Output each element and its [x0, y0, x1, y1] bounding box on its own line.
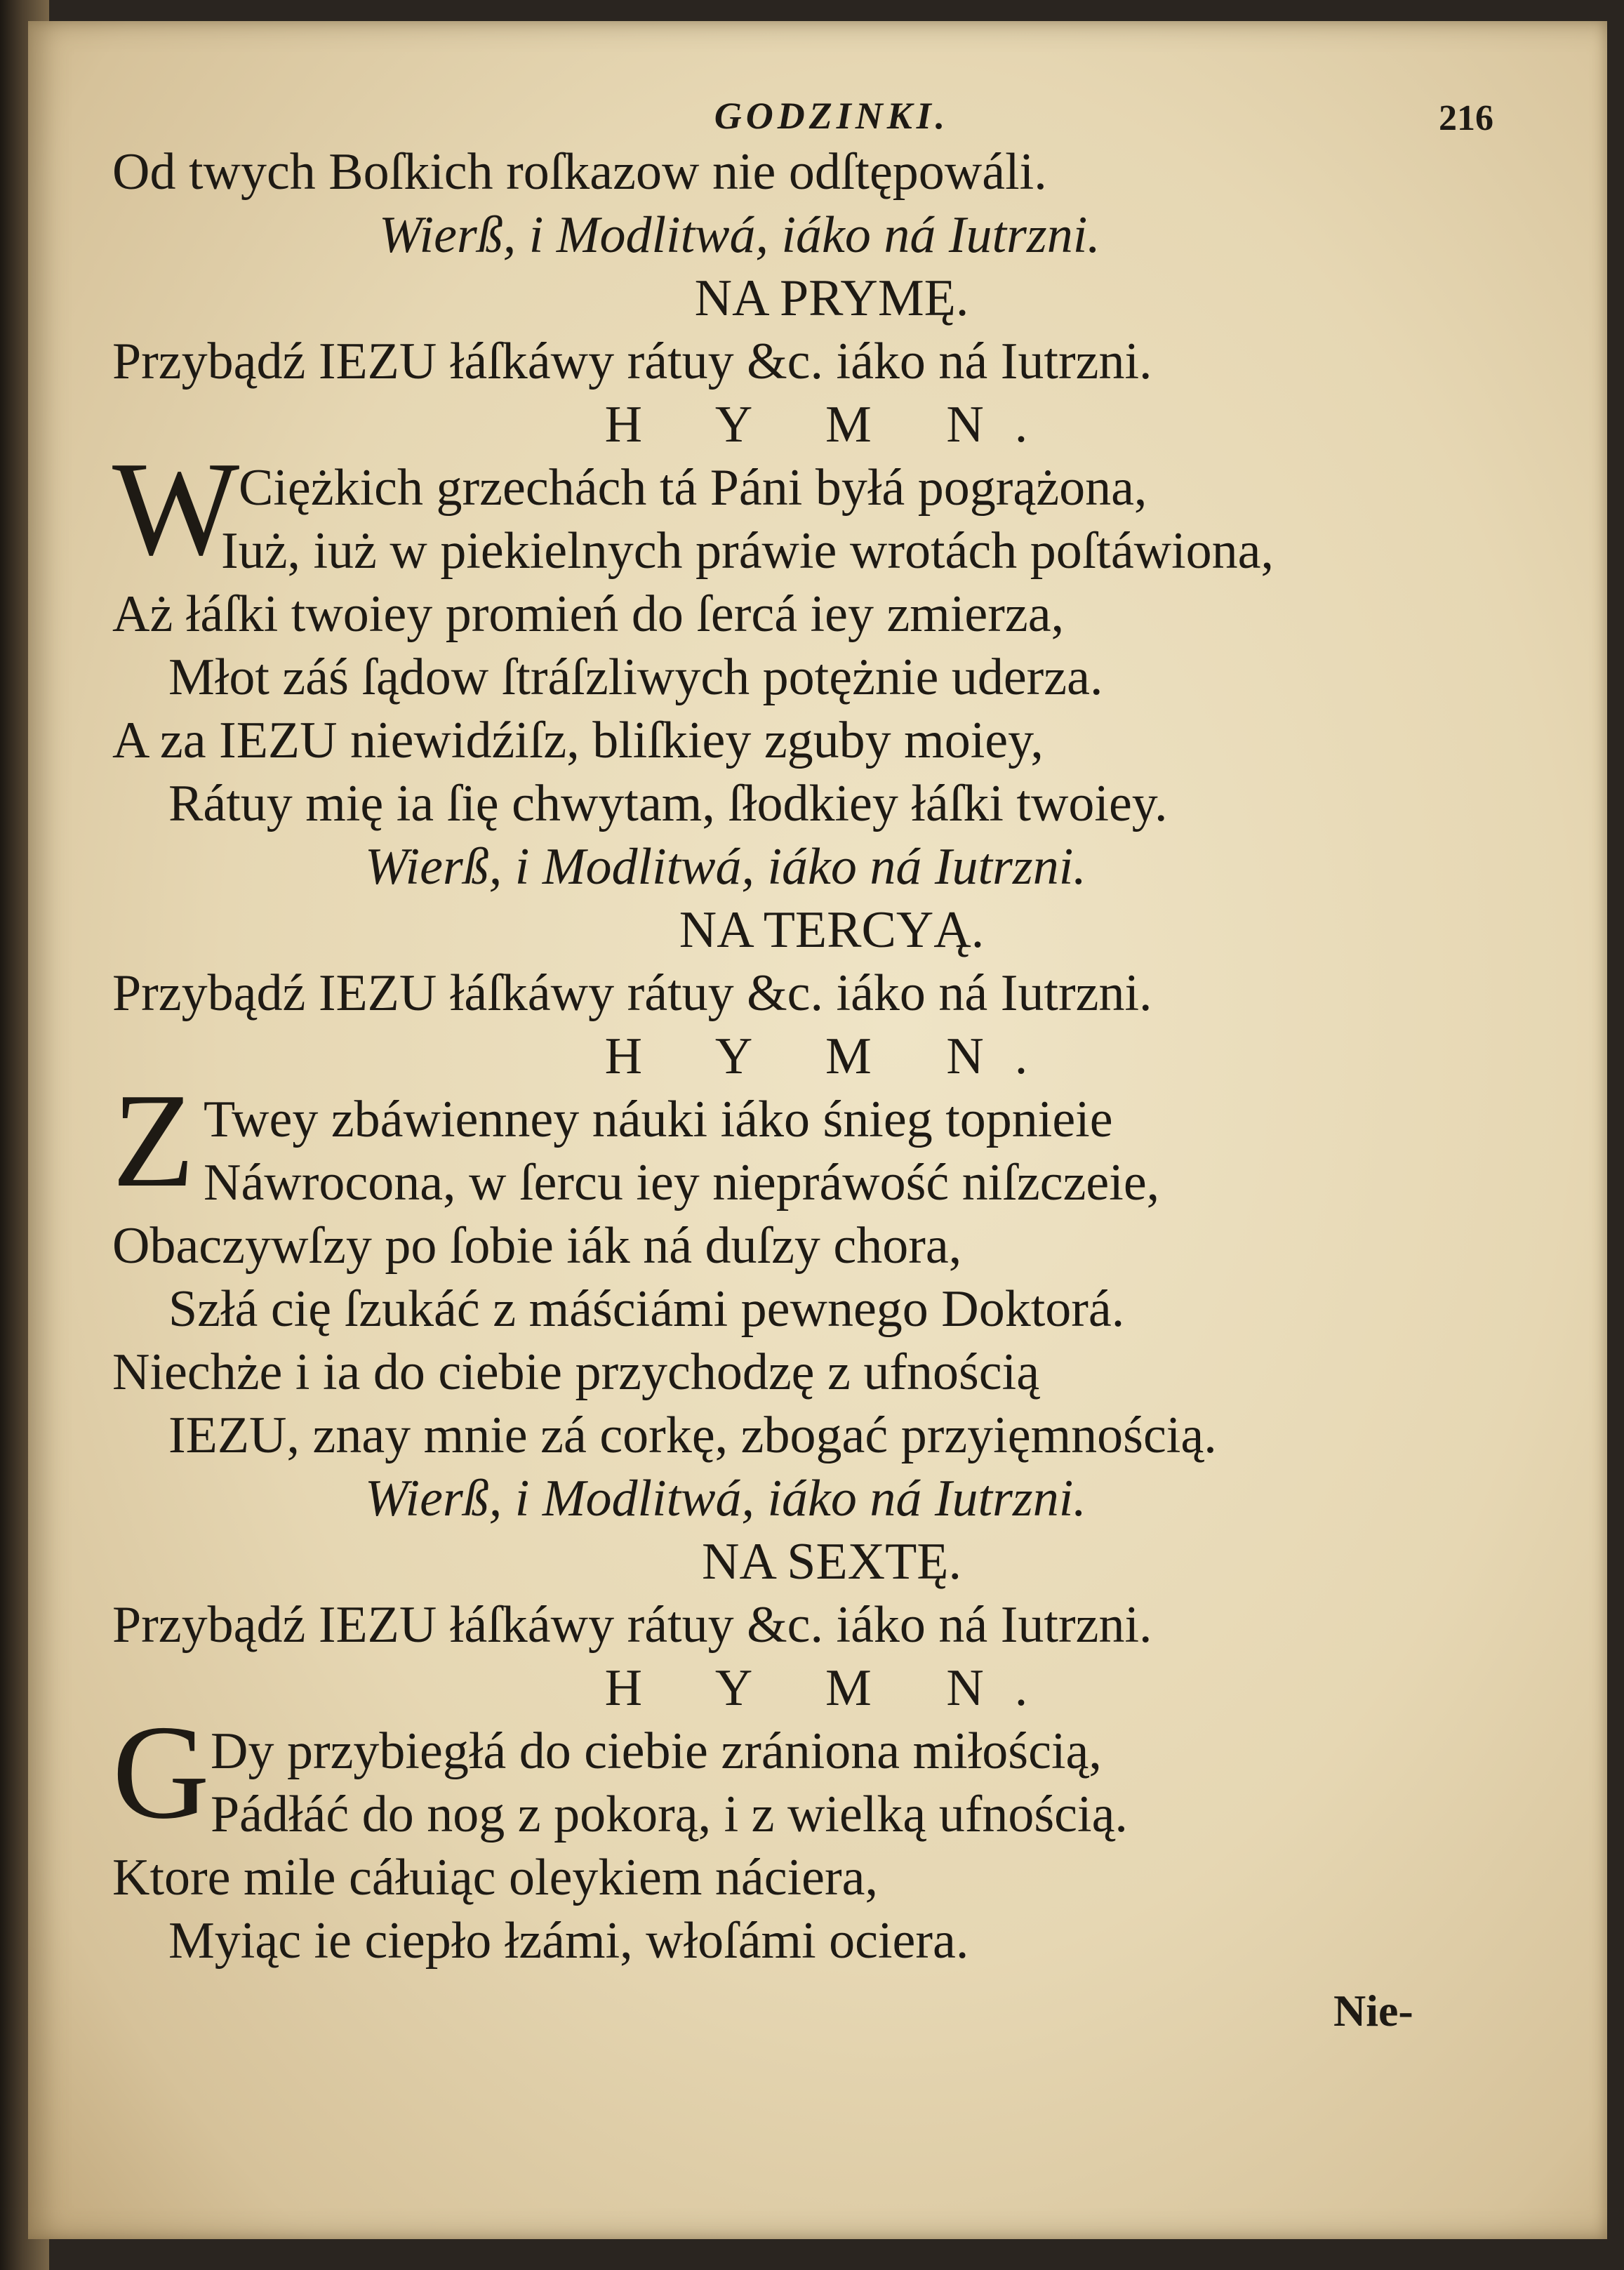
section-heading: NA PRYMĘ.	[694, 270, 969, 327]
verse-line: Myiąc ie ciepło łzámi, włoſámi ociera.	[168, 1912, 969, 1970]
hymn-heading: H Y M N.	[604, 396, 1059, 453]
text-line: Od twych Boſkich roſkazow nie odſtępowáli.	[112, 143, 1047, 201]
book-page	[28, 21, 1607, 2239]
verse-line: Aż łáſki twoiey promień do ſercá iey zmierza,	[112, 585, 1065, 643]
drop-initial: Z	[112, 1066, 195, 1215]
running-head: GODZINKI.	[714, 95, 950, 137]
verse-line: IEZU, znay mnie zá corkę, zbogać przyięmnością.	[168, 1407, 1217, 1464]
verse-line: Rátuy mię ia ſię chwytam, ſłodkiey łáſki twoiey.	[168, 775, 1168, 832]
drop-initial: W	[112, 434, 240, 583]
verse-line: Obaczywſzy po ſobie iák ná duſzy chora,	[112, 1217, 962, 1275]
drop-initial: G	[112, 1697, 210, 1847]
verse-line: A za IEZU niewidźiſz, bliſkiey zguby moiey,	[112, 712, 1044, 769]
text-line: Przybądź IEZU łáſkáwy rátuy &c. iáko ná Iutrzni.	[112, 964, 1152, 1022]
page-number: 216	[1439, 98, 1493, 138]
verse-line: Szłá cię ſzukáć z máściámi pewnego Doktorá.	[168, 1280, 1125, 1338]
rubric-line: Wierß, i Modlitwá, iáko ná Iutrzni.	[365, 838, 1086, 896]
section-heading: NA TERCYĄ.	[679, 901, 985, 959]
hymn-heading: H Y M N.	[604, 1659, 1059, 1717]
verse-line: Ciężkich grzechách tá Páni byłá pogrążona,	[239, 459, 1147, 517]
section-heading: NA SEXTĘ.	[702, 1533, 961, 1591]
verse-line: Iuż, iuż w piekielnych práwie wrotách poſtáwiona,	[221, 522, 1274, 580]
verse-line: Twey zbáwienney náuki iáko śnieg topnieie	[204, 1091, 1113, 1148]
text-line: Przybądź IEZU łáſkáwy rátuy &c. iáko ná Iutrzni.	[112, 333, 1152, 390]
verse-line: Młot záś ſądow ſtráſzliwych potężnie uderza.	[168, 649, 1103, 706]
rubric-line: Wierß, i Modlitwá, iáko ná Iutrzni.	[379, 206, 1100, 264]
hymn-heading: H Y M N.	[604, 1028, 1059, 1085]
verse-line: Náwrocona, w ſercu iey niepráwość niſzczeie,	[204, 1154, 1160, 1212]
verse-line: Ktore mile cáłuiąc oleykiem náciera,	[112, 1849, 878, 1906]
text-line: Przybądź IEZU łáſkáwy rátuy &c. iáko ná Iutrzni.	[112, 1596, 1152, 1654]
verse-line: Niechże i ia do ciebie przychodzę z ufnością	[112, 1343, 1040, 1401]
catchword: Nie-	[1333, 1986, 1413, 2036]
verse-line: Pádłáć do nog z pokorą, i z wielką ufnością.	[211, 1786, 1128, 1843]
verse-line: Dy przybiegłá do ciebie zrániona miłością,	[211, 1723, 1102, 1780]
rubric-line: Wierß, i Modlitwá, iáko ná Iutrzni.	[365, 1470, 1086, 1527]
